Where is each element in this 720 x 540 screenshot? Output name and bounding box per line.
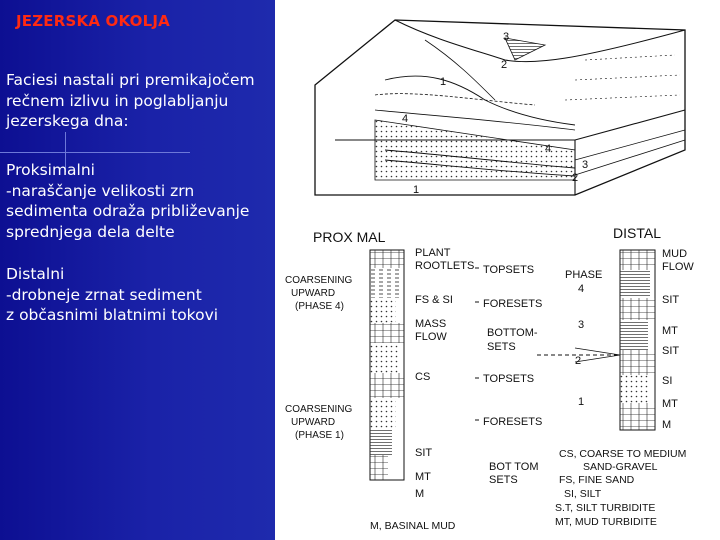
legend-cs-2: SAND-GRAVEL bbox=[583, 461, 658, 473]
mid-foresets-1: FORESETS bbox=[483, 298, 543, 310]
prox-mt: MT bbox=[415, 471, 431, 483]
distal-sit-2: SIT bbox=[662, 345, 680, 357]
decorative-horizontal-line bbox=[0, 152, 190, 153]
proximal-section bbox=[285, 229, 474, 500]
distal-mt-2: MT bbox=[662, 398, 678, 410]
prox-sit: SIT bbox=[415, 447, 433, 459]
distal-sit-1: SIT bbox=[662, 294, 680, 306]
distal-si: SI bbox=[662, 375, 673, 387]
mid-topsets-1: TOPSETS bbox=[483, 264, 535, 276]
prox-rootlets: ROOTLETS bbox=[415, 260, 475, 272]
block-front-4a: 4 bbox=[545, 143, 552, 155]
legend-mt: MT, MUD TURBIDITE bbox=[555, 516, 657, 528]
legend-st: S.T, SILT TURBIDITE bbox=[555, 502, 656, 514]
slide-left-panel bbox=[0, 0, 275, 540]
mid-bottom-2: BOT TOM bbox=[489, 461, 539, 473]
prox-coarsening-lower: COARSENING UPWARD (PHASE 1) bbox=[285, 404, 353, 441]
delta-diagram bbox=[275, 0, 720, 540]
block-front-3: 3 bbox=[582, 159, 589, 171]
legend-fs: FS, FINE SAND bbox=[559, 474, 635, 486]
delta-block-diagram bbox=[315, 20, 685, 196]
distal-phase-2: 2 bbox=[575, 355, 582, 367]
mid-topsets-2: TOPSETS bbox=[483, 373, 535, 385]
mid-sets-2: SETS bbox=[489, 474, 518, 486]
proximal-heading: PROX MAL bbox=[313, 229, 386, 245]
distal-mt-1: MT bbox=[662, 325, 678, 337]
distal-phase-4: 4 bbox=[578, 283, 585, 295]
distal-section bbox=[565, 225, 694, 431]
distal-mud: MUD bbox=[662, 248, 688, 260]
slide-title: JEZERSKA OKOLJA bbox=[16, 12, 170, 30]
distal-text: Distalni -drobneje zrnat sediment z občasnimi blatnimi tokovi bbox=[6, 265, 219, 324]
prox-fs-si: FS & SI bbox=[415, 294, 453, 306]
proximal-text: Proksimalni -naraščanje velikosti zrn sedimenta odraža približevanje sprednjega dela delte bbox=[6, 161, 250, 241]
prox-m: M bbox=[415, 488, 425, 500]
distal-phase: PHASE bbox=[565, 269, 603, 281]
prox-plant: PLANT bbox=[415, 247, 451, 259]
prox-mass: MASS bbox=[415, 318, 447, 330]
distal-phase-1: 1 bbox=[578, 396, 585, 408]
distal-heading: DISTAL bbox=[613, 225, 661, 241]
legend-cs: CS, COARSE TO MEDIUM bbox=[559, 448, 687, 460]
delta-facies-figure bbox=[275, 0, 720, 540]
block-label-1: 1 bbox=[440, 76, 447, 88]
distal-flow: FLOW bbox=[662, 261, 694, 273]
legend-m: M, BASINAL MUD bbox=[370, 520, 456, 532]
legend-si: SI, SILT bbox=[564, 488, 602, 500]
block-label-3: 3 bbox=[503, 31, 510, 43]
prox-flow: FLOW bbox=[415, 331, 447, 343]
prox-cs: CS bbox=[415, 371, 431, 383]
mid-bottomsets-1: BOTTOM- bbox=[487, 327, 538, 339]
prox-coarsening-upper: COARSENING UPWARD (PHASE 4) bbox=[285, 275, 353, 312]
intro-text: Faciesi nastali pri premikajočem rečnem izlivu in poglabljanju jezerskega dna: bbox=[6, 71, 255, 130]
block-front-2: 2 bbox=[572, 172, 579, 184]
block-front-1: 1 bbox=[413, 184, 420, 196]
distal-m: M bbox=[662, 419, 672, 431]
block-label-4: 4 bbox=[402, 113, 409, 125]
mid-foresets-2: FORESETS bbox=[483, 416, 543, 428]
distal-phase-3: 3 bbox=[578, 319, 585, 331]
mid-bottomsets-1b: SETS bbox=[487, 341, 516, 353]
block-label-2: 2 bbox=[501, 59, 508, 71]
